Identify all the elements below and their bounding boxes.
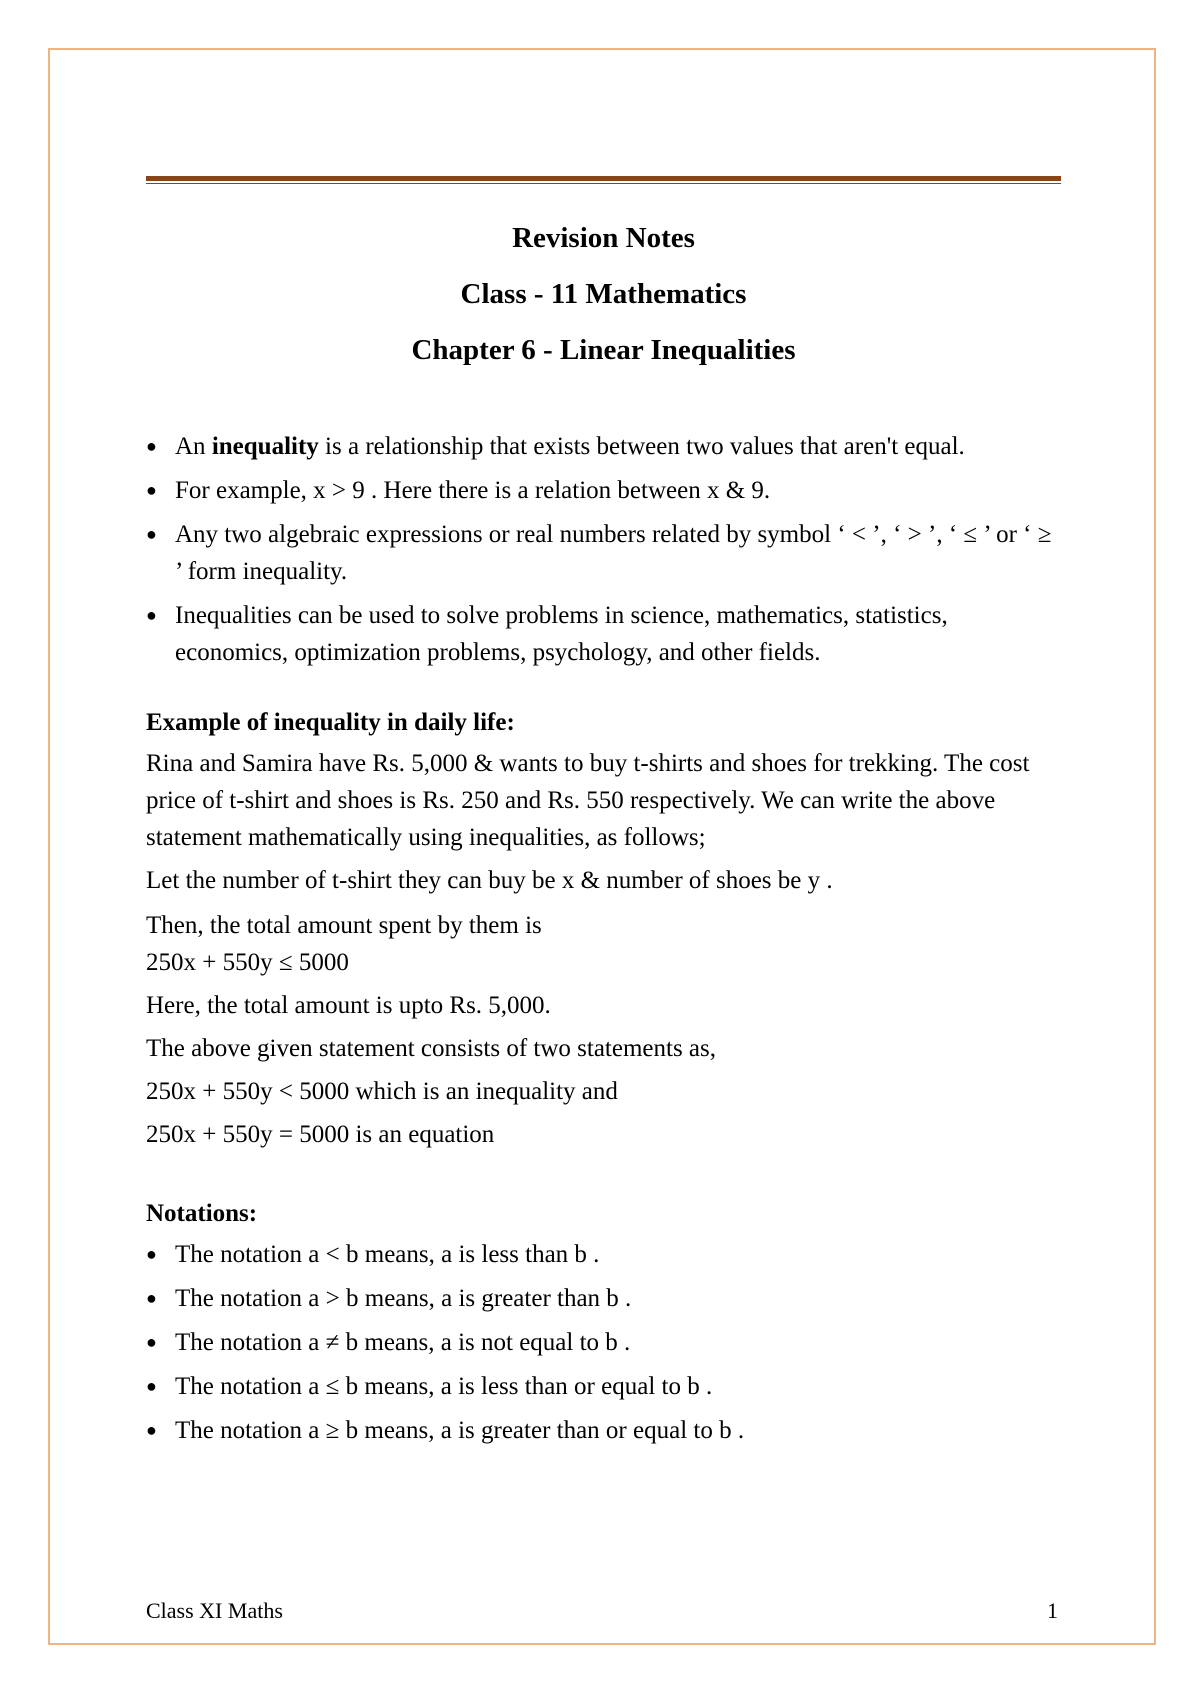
footer-label: Class XI Maths	[146, 1598, 283, 1623]
intro-bullet-list	[146, 428, 1061, 671]
list-item: ● Any two algebraic expressions or real numbers related by symbol ‘ < ’, ‘ > ’, ‘ ≤ ’ or ‘ ≥ ’ form inequality.	[146, 516, 1061, 590]
header-rule-thin	[146, 183, 1061, 184]
example-variables: Let the number of t-shirt they can buy be x & number of shoes be y .	[146, 867, 833, 894]
title-block	[146, 222, 1061, 366]
title-revision-notes: Revision Notes	[512, 222, 695, 254]
notations-heading: Notations:	[146, 1200, 258, 1227]
list-item: ● The notation a ≥ b means, a is greater than or equal to b .	[146, 1412, 1061, 1449]
example-two-statements: The above given statement consists of two statements as,	[146, 1035, 717, 1062]
list-item: ● An inequality is a relationship that exists between two values that aren't equal.	[146, 428, 1061, 465]
list-item: ● The notation a ≠ b means, a is not equal to b .	[146, 1324, 1061, 1361]
example-paragraph: Rina and Samira have Rs. 5,000 & wants to buy t-shirts and shoes for trekking. The cost price of t-shirt and shoes is Rs. 250 and Rs. 550 respectively. We can write the above statement mathematically using inequalities, as follows;	[146, 750, 1030, 851]
example-total-intro: Then, the total amount spent by them is	[146, 912, 542, 939]
equation-inequality: 250x + 550y < 5000 which is an inequality and	[146, 1078, 618, 1105]
example-upto: Here, the total amount is upto Rs. 5,000.	[146, 992, 551, 1019]
list-item: ● The notation a ≤ b means, a is less than or equal to b .	[146, 1368, 1061, 1405]
header-rule-thick	[146, 176, 1061, 181]
list-item: ● The notation a > b means, a is greater than b .	[146, 1280, 1061, 1317]
equation-equality: 250x + 550y = 5000 is an equation	[146, 1121, 495, 1148]
list-item: ● Inequalities can be used to solve problems in science, mathematics, statistics, economics, optimization problems, psychology, and other fields.	[146, 597, 1061, 671]
notation-list	[146, 1236, 1061, 1449]
list-item: ● For example, x > 9 . Here there is a relation between x & 9.	[146, 472, 1061, 509]
content	[146, 428, 1061, 1456]
keyword-inequality: inequality	[211, 433, 319, 460]
page-number: 1	[1047, 1598, 1058, 1623]
list-item: ● The notation a < b means, a is less than b .	[146, 1236, 1061, 1273]
title-chapter: Chapter 6 - Linear Inequalities	[411, 334, 796, 366]
title-class: Class - 11 Mathematics	[460, 278, 747, 310]
example-heading: Example of inequality in daily life:	[146, 709, 515, 736]
equation-total: 250x + 550y ≤ 5000	[146, 949, 349, 976]
